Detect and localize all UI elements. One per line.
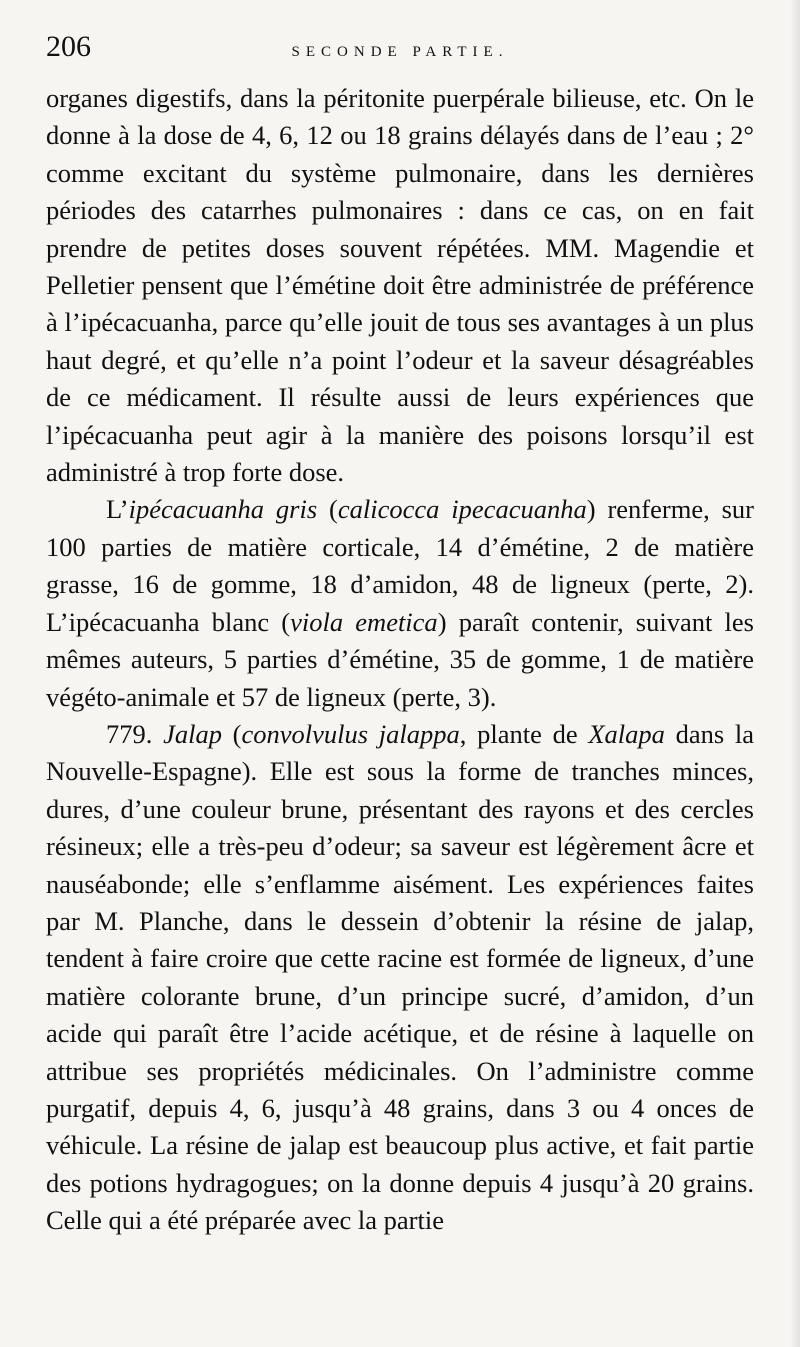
- text-segment: organes digestifs, dans la péritonite puerpérale bilieuse, etc. On le donne à la dose de 4, 6, 12 ou 18 grains délayés dans de l’eau ; 2° comme excitant du système pulmonaire, dans les dernières périodes des catarrhes pulmonaires : dans ce cas, on en fait prendre de petites doses souvent répétées. MM. Magendie et Pelletier pensent que l’émétine doit être administrée de préférence à l’ipécacuanha, parce qu’elle jouit de tous ses avantages à un plus haut degré, et qu’elle n’a point l’odeur et la saveur désagréables de ce médicament. Il résulte aussi de leurs expériences que l’ipécacuanha peut agir à la manière des poisons lorsqu’il est administré à trop forte dose.: [46, 83, 754, 488]
- text-segment-italic: convolvulus jalappa: [241, 718, 460, 749]
- text-segment: 779.: [106, 718, 164, 749]
- running-title: SECONDE PARTIE.: [291, 44, 509, 60]
- text-segment: , plante de: [459, 718, 589, 749]
- paragraph-jalap: [46, 716, 754, 1240]
- text-segment-italic: viola emetica: [290, 606, 438, 637]
- text-segment-italic: calicocca ipecacuanha: [337, 494, 587, 525]
- text-segment-italic: Jalap: [163, 718, 222, 749]
- paragraph-continuation: [46, 80, 754, 491]
- text-segment: (: [221, 718, 242, 749]
- text-segment-italic: Xalapa: [588, 718, 665, 749]
- text-segment: (: [317, 494, 338, 525]
- paragraph-ipecacuanha: [46, 491, 754, 715]
- page-number: 206: [46, 30, 91, 63]
- body-text: [46, 80, 754, 1240]
- text-segment: ) paraît contenir, suivant les mêmes auteurs, 5 parties d’émétine, 35 de gomme, 1 de matière végéto-animale et 57 de ligneux (perte, 3).: [46, 606, 754, 712]
- text-segment: ) renferme, sur 100 parties de matière corticale, 14 d’émétine, 2 de matière grasse, 16 de gomme, 18 d’amidon, 48 de ligneux (perte, 2). L’ipécacuanha blanc (: [46, 494, 754, 637]
- text-segment-italic: ipécacuanha gris: [128, 494, 318, 525]
- text-segment: dans la Nouvelle-Espagne). Elle est sous la forme de tranches minces, dures, d’une couleur brune, présentant des rayons et des cercles résineux; elle a très-peu d’odeur; sa saveur est légèrement âcre et nauséabonde; elle s’enflamme aisément. Les expériences faites par M. Planche, dans le dessein d’obtenir la résine de jalap, tendent à faire croire que cette racine est formée de ligneux, d’une matière colorante brune, d’un principe sucré, d’amidon, d’un acide qui paraît être l’acide acétique, et de résine à laquelle on attribue ses propriétés médicinales. On l’administre comme purgatif, depuis 4, 6, jusqu’à 48 grains, dans 3 ou 4 onces de véhicule. La résine de jalap est beaucoup plus active, et fait partie des potions hydragogues; on la donne depuis 4 jusqu’à 20 grains. Celle qui a été préparée avec la partie: [46, 718, 754, 1236]
- text-segment: L’: [106, 494, 129, 525]
- page-header: [46, 30, 754, 80]
